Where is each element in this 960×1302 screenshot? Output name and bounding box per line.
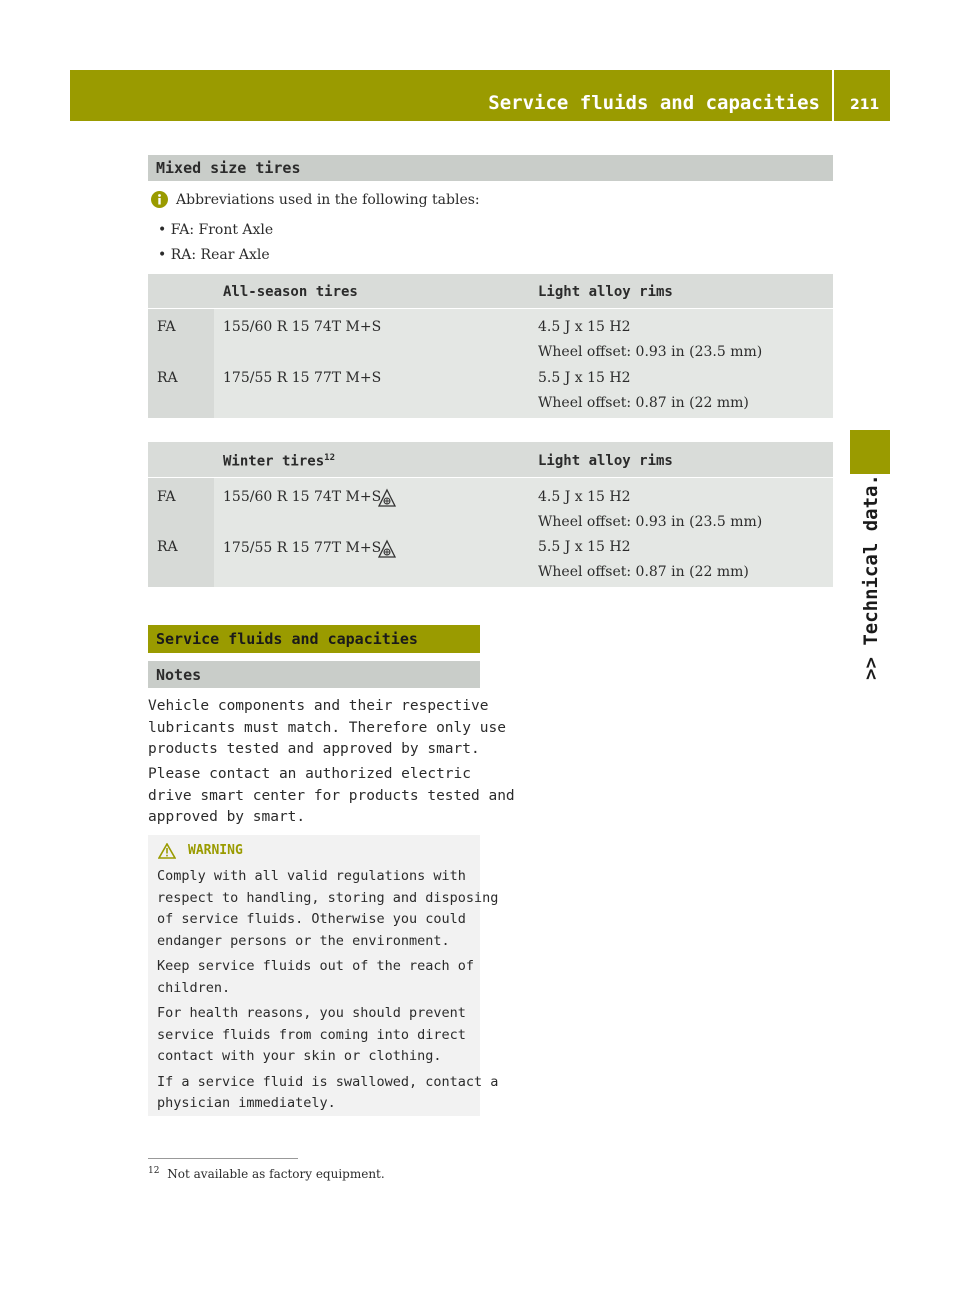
table-cell-tire: 155/60 R 15 74T M+S bbox=[223, 319, 382, 335]
winter-tires-label: Winter tires bbox=[223, 453, 325, 470]
header-title: Service fluids and capacities bbox=[488, 92, 820, 114]
table-cell-axle: RA bbox=[157, 539, 178, 555]
text-line: For health reasons, you should prevent bbox=[157, 1005, 466, 1021]
page-number: 211 bbox=[850, 97, 880, 113]
text-line: Comply with all valid regulations with bbox=[157, 868, 466, 884]
table-cell-rim: 4.5 J x 15 H2 bbox=[538, 489, 631, 505]
col-header-rims: Light alloy rims bbox=[538, 284, 673, 300]
text-line: contact with your skin or clothing. bbox=[157, 1048, 442, 1064]
col-header-tires: All-season tires bbox=[223, 284, 358, 300]
abbreviations-intro: Abbreviations used in the following tables: bbox=[176, 192, 480, 208]
text-line: respect to handling, storing and disposing bbox=[157, 889, 499, 906]
table-cell-tire: 175/55 R 15 77T M+S bbox=[223, 370, 382, 386]
table-cell-axle: FA bbox=[157, 319, 176, 335]
notes-heading: Notes bbox=[148, 661, 480, 688]
text-line: of service fluids. Otherwise you could bbox=[157, 911, 466, 927]
table-header-row bbox=[148, 274, 833, 308]
table-cell-offset: Wheel offset: 0.93 in (23.5 mm) bbox=[538, 344, 763, 360]
col-header-rims: Light alloy rims bbox=[538, 453, 673, 469]
footnote-text: Not available as factory equipment. bbox=[167, 1167, 385, 1181]
all-season-table bbox=[148, 274, 833, 418]
footnote-divider bbox=[148, 1158, 298, 1159]
table-cell-rim: 5.5 J x 15 H2 bbox=[538, 539, 631, 555]
winter-tires-table bbox=[148, 442, 833, 587]
text-line: Keep service fluids out of the reach of bbox=[157, 958, 474, 974]
text-line: endanger persons or the environment. bbox=[157, 932, 450, 949]
side-tab-label bbox=[856, 474, 886, 680]
bullet-ra: RA: Rear Axle bbox=[170, 247, 270, 263]
footnote-number: 12 bbox=[148, 1166, 160, 1176]
table-cell-rim: 4.5 J x 15 H2 bbox=[538, 319, 631, 335]
text-line: Vehicle components and their respective bbox=[148, 698, 489, 714]
header-divider bbox=[832, 70, 834, 121]
table-cell-offset: Wheel offset: 0.93 in (23.5 mm) bbox=[538, 514, 763, 530]
snowflake-mountain-icon bbox=[377, 539, 397, 563]
text-line: lubricants must match. Therefore only use bbox=[148, 719, 506, 736]
mixed-tires-heading: Mixed size tires bbox=[148, 155, 833, 181]
list-item: • RA: Rear Axle bbox=[158, 247, 270, 263]
table-cell-offset: Wheel offset: 0.87 in (22 mm) bbox=[538, 395, 749, 411]
table-cell-rim: 5.5 J x 15 H2 bbox=[538, 370, 631, 386]
col-header-tires bbox=[223, 453, 335, 470]
list-item: • FA: Front Axle bbox=[158, 222, 274, 238]
notes-paragraph-2 bbox=[148, 764, 515, 829]
snowflake-mountain-icon bbox=[377, 488, 397, 512]
text-line: products tested and approved by smart. bbox=[148, 741, 480, 757]
warning-box bbox=[148, 835, 499, 1116]
text-line: children. bbox=[157, 979, 231, 996]
footnote-ref: 12 bbox=[324, 453, 335, 463]
side-tab-marker bbox=[850, 430, 890, 474]
table-body bbox=[148, 309, 833, 418]
table-cell-tire: 155/60 R 15 74T M+S bbox=[223, 489, 382, 505]
notes-paragraph-1 bbox=[148, 696, 506, 761]
info-icon bbox=[151, 191, 168, 208]
warning-triangle-icon bbox=[158, 843, 176, 863]
side-tab-text: >> Technical data. bbox=[860, 474, 882, 680]
footnote bbox=[148, 1166, 385, 1181]
text-line: service fluids from coming into direct bbox=[157, 1026, 466, 1043]
table-header-row bbox=[148, 442, 833, 477]
table-body bbox=[148, 478, 833, 587]
table-cell-axle: FA bbox=[157, 489, 176, 505]
text-line: approved by smart. bbox=[148, 809, 306, 825]
bullet-fa: FA: Front Axle bbox=[170, 222, 274, 238]
warning-title: WARNING bbox=[188, 843, 243, 858]
text-line: Please contact an authorized electric bbox=[148, 766, 472, 782]
text-line: If a service fluid is swallowed, contact a bbox=[157, 1073, 499, 1090]
text-line: drive smart center for products tested and bbox=[148, 787, 515, 804]
table-cell-offset: Wheel offset: 0.87 in (22 mm) bbox=[538, 564, 749, 580]
table-cell-tire: 175/55 R 15 77T M+S bbox=[223, 540, 382, 556]
warning-text bbox=[157, 866, 498, 1115]
text-line: physician immediately. bbox=[157, 1095, 336, 1111]
service-fluids-heading: Service fluids and capacities bbox=[148, 625, 480, 653]
page-header bbox=[70, 70, 890, 121]
table-cell-axle: RA bbox=[157, 370, 178, 386]
